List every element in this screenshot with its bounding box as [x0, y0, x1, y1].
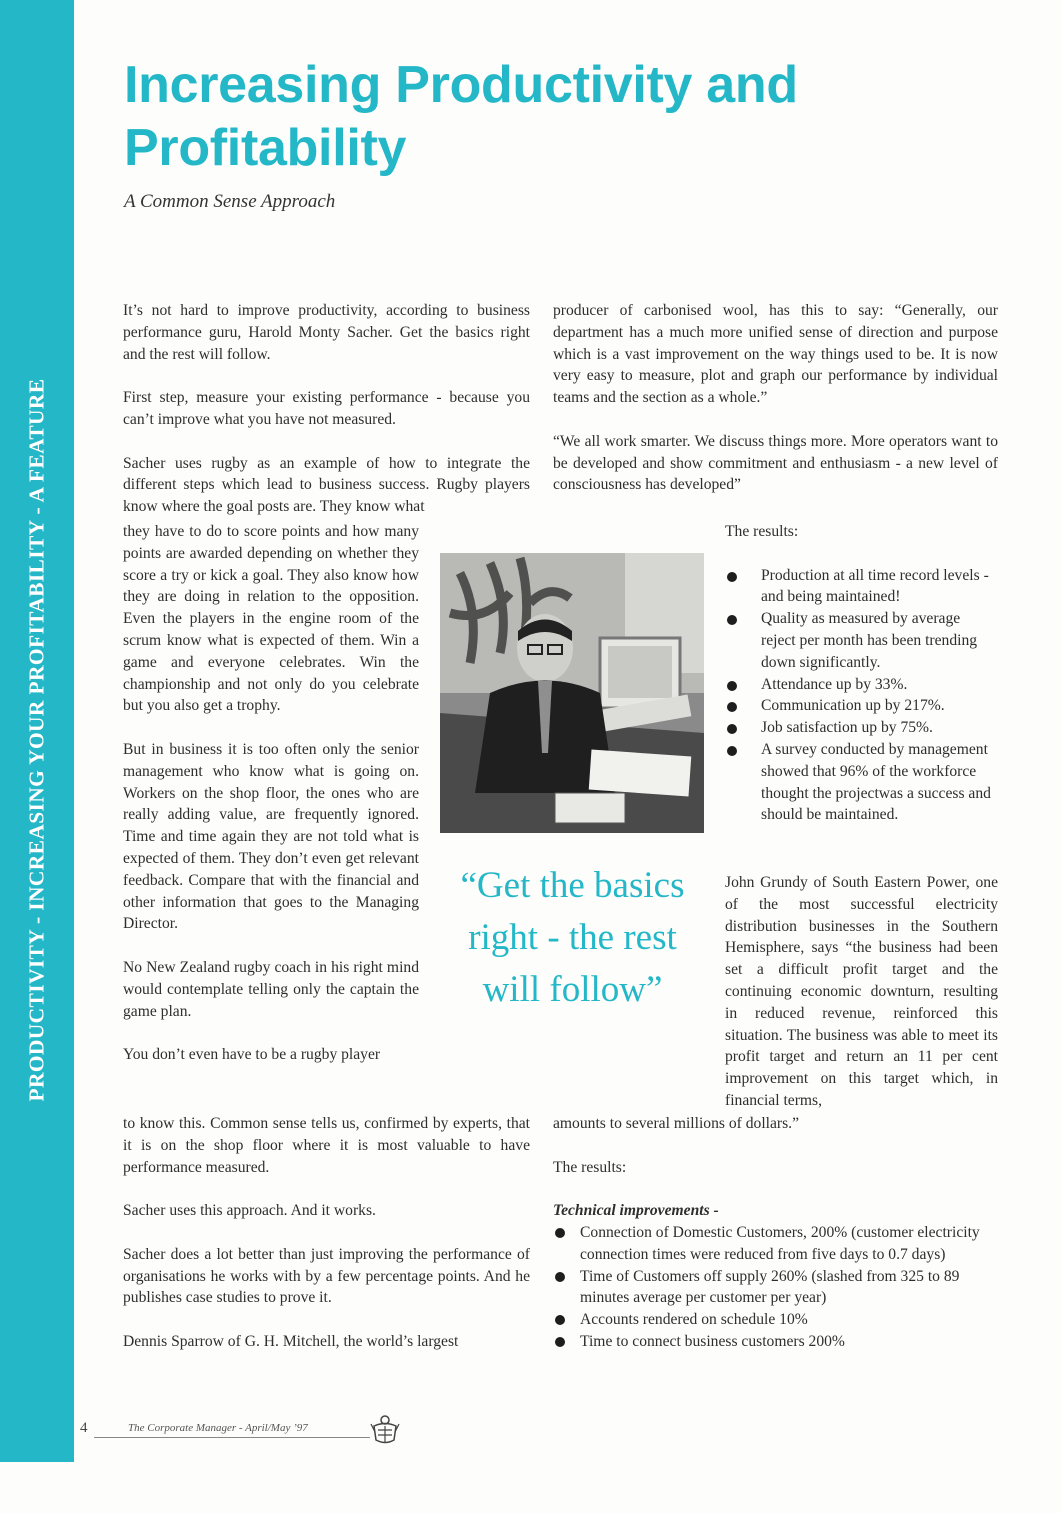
left-column-top — [123, 300, 530, 518]
results-label: The results: — [553, 1158, 627, 1176]
bullet-icon — [555, 1272, 565, 1282]
paragraph: You don’t even have to be a rugby player — [123, 1046, 381, 1064]
page-footer — [80, 1420, 370, 1440]
list-item: Attendance up by 33%. — [725, 674, 998, 696]
article-subtitle: A Common Sense Approach — [124, 191, 336, 212]
list-item: Connection of Domestic Customers, 200% (customer electricity connection times were reduced from five days to 0.7 days) — [553, 1222, 998, 1266]
paragraph: “We all work smarter. We discuss things more. More operators want to be developed and show commitment and enthusiasm - a new level of consciousness has developed” — [553, 432, 998, 494]
list-item: Communication up by 217%. — [725, 695, 998, 717]
list-item: A survey conducted by management showed that 96% of the workforce thought the projectwas a success and should be maintained. — [725, 739, 998, 826]
technical-heading: Technical improvements - — [553, 1202, 719, 1220]
article-title: Increasing Productivity and Profitability — [124, 56, 798, 177]
paragraph: Sacher uses this approach. And it works. — [123, 1202, 376, 1220]
results-list — [725, 565, 998, 827]
paragraph: producer of carbonised wool, has this to say: “Generally, our department has a much more unified sense of direction and purpose which is a vast improvement on the way things used to be. It is now very easy to measure, plot and graph our performance by individual teams and the section as a whole.” — [553, 302, 998, 407]
paragraph: Dennis Sparrow of G. H. Mitchell, the world’s largest — [123, 1332, 459, 1350]
bullet-icon — [727, 746, 737, 756]
bullet-icon — [727, 702, 737, 712]
sidebar-band — [0, 0, 74, 1462]
paragraph: amounts to several millions of dollars.” — [553, 1115, 799, 1132]
results-section — [725, 521, 998, 826]
publication-name: The Corporate Manager - April/May ’97 — [128, 1422, 308, 1434]
list-item: Job satisfaction up by 75%. — [725, 717, 998, 739]
list-item: Time of Customers off supply 260% (slashed from 325 to 89 minutes average per customer per year) — [553, 1266, 998, 1310]
crest-icon — [368, 1412, 402, 1446]
list-item: Quality as measured by average reject per month has been trending down significantly. — [725, 608, 998, 673]
paragraph: No New Zealand rugby coach in his right mind would contemplate telling only the captain the game plan. — [123, 958, 419, 1020]
portrait-photo — [440, 553, 704, 833]
paragraph: Sacher uses rugby as an example of how to integrate the different steps which lead to business success. Rugby players know where the goal posts are. They know what — [123, 454, 530, 516]
paragraph: to know this. Common sense tells us, confirmed by experts, that it is on the shop floor where it is most valuable to have performance measured. — [123, 1115, 530, 1176]
paragraph: Sacher does a lot better than just improving the performance of organisations he works with by a few percentage points. And he publishes case studies to prove it. — [123, 1245, 530, 1307]
left-column-wrap — [123, 521, 419, 1066]
paragraph: they have to do to score points and how many points are awarded depending on whether they score a try or kick a goal. They also know how they are doing in relation to the opposition. Even the players in the engine room of the scrum know what is expected of them. Win a game and everyone celebrates. Win the championship and not only do you celebrate but you also get a trophy. — [123, 523, 419, 715]
paragraph: First step, measure your existing performance - because you can’t improve what you have not measured. — [123, 389, 530, 428]
technical-list — [553, 1222, 998, 1353]
bullet-icon — [555, 1315, 565, 1325]
bullet-icon — [727, 681, 737, 691]
list-item: Production at all time record levels - and being maintained! — [725, 565, 998, 609]
sidebar-feature-label: PRODUCTIVITY - INCREASING YOUR PROFITABILITY - A FEATURE — [24, 378, 49, 1102]
list-item: Time to connect business customers 200% — [553, 1331, 998, 1353]
photo-illustration — [440, 553, 704, 833]
grundy-paragraph: John Grundy of South Eastern Power, one of the most successful electricity distribution businesses in the Southern Hemisphere, says “the business had been set a difficult profit target and the continuing economic downturn, resulting in reduced revenue, reinforced this situation. The business was able to meet its profit target and return an 11 per cent improvement on this target which, in financial terms, — [725, 874, 998, 1109]
bullet-icon — [555, 1228, 565, 1238]
results-label: The results: — [725, 523, 799, 540]
paragraph: But in business it is too often only the senior management who know what is going on. Workers on the shop floor, the ones who are really adding value, are frequently ignored. Time and time again they are not told what is expected of them. They don’t even get relevant feedback. Compare that with the financial and other information that goes to the Managing Director. — [123, 740, 419, 933]
pull-quote: “Get the basics right - the rest will follow” — [460, 865, 685, 1010]
bullet-icon — [555, 1337, 565, 1347]
bullet-icon — [727, 572, 737, 582]
right-column-top — [553, 300, 998, 518]
list-item: Accounts rendered on schedule 10% — [553, 1309, 998, 1331]
paragraph: It’s not hard to improve productivity, according to business performance guru, Harold Monty Sacher. Get the basics right and the rest will follow. — [123, 302, 530, 363]
left-column-bottom — [123, 1113, 530, 1353]
page-number: 4 — [80, 1420, 88, 1436]
right-column-bottom — [553, 1113, 998, 1353]
bullet-icon — [727, 724, 737, 734]
bullet-icon — [727, 615, 737, 625]
footer-rule — [94, 1437, 370, 1438]
